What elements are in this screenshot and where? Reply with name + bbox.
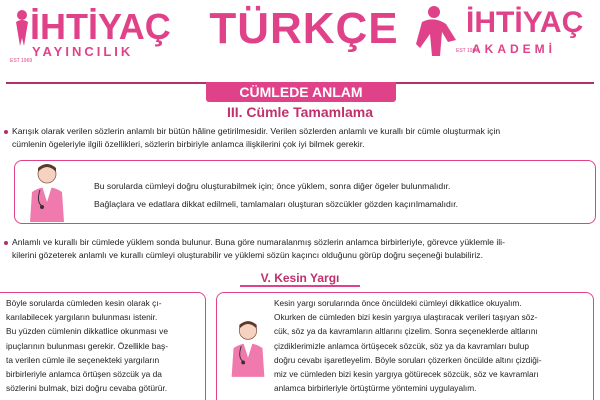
note-text	[94, 180, 590, 211]
intro-line: Karışık olarak verilen sözlerin anlamlı bir bütün hâline getirilmesidir. Verilen sözlerden anlamlı ve kurallı bir cümle oluşturmak için	[12, 126, 501, 136]
doctor-illustration-icon	[20, 162, 74, 224]
kesin-right-line: Okurken de cümleden bizi kesin yargıya ulaştıracak verileri taşıyan söz-	[274, 312, 538, 323]
doctor-illustration-icon	[222, 318, 274, 380]
left-brand-subtitle: YAYINCILIK	[32, 44, 134, 59]
right-brand-text: İHTİYAÇ	[466, 6, 584, 39]
second-line: Anlamlı ve kurallı bir cümlede yüklem sonda bulunur. Buna göre numaralanmış sözlerin anlamca birbirleriyle, görevce yüklemle ili-	[12, 237, 505, 247]
left-brand-text: İHTİYAÇ	[30, 6, 171, 47]
kesin-right-line: çizdiklerimizle anlamca örtüşecek sözcük, söz ya da kavramları bulup	[274, 340, 529, 351]
section-banner-title: CÜMLEDE ANLAM	[206, 82, 396, 102]
section-subtitle: III. Cümle Tamamlama	[226, 104, 373, 120]
kesin-left-line: ipuçlarının bulunması gerekir. Özellikle baş-	[6, 340, 168, 351]
kesin-left-line: ta verilen cümle ile seçenekteki yargıların	[6, 354, 160, 365]
kesin-left-text	[6, 296, 200, 395]
second-paragraph	[12, 236, 594, 262]
kesin-right-line: Kesin yargı sorularında önce öncüldeki cümleyi dikkatlice okuyalım.	[274, 298, 522, 308]
academy-logo-right	[412, 4, 596, 66]
bullet-icon	[4, 241, 8, 245]
second-line: kilerini gözeterek anlamlı ve kurallı cümleyi oluşturabilir ve yüklemi sözün kaçıncı olduğunu görüp doğru seçeneği bulabiliriz.	[12, 250, 483, 260]
kesin-right-line: miz ve cümleden bizi kesin yargıya götürecek sözcük, söz ve kavramları	[274, 369, 539, 380]
intro-line: cümlenin ögeleriyle ilgili özellikleri, sözlerin birbiriyle anlamca ilişkilerini çok iyi bilmek gerekir.	[12, 139, 365, 149]
kesin-yargi-title: V. Kesin Yargı	[240, 269, 360, 287]
subject-title: TÜRKÇE	[209, 4, 399, 53]
kesin-right-line: cük, söz ya da kavramların altlarını çizelim. Sonra seçeneklerde altlarını	[274, 326, 538, 337]
note-line: Bağlaçlara ve edatlara dikkat edilmeli, tamlamaları oluşturan sözcükler gözden kaçırılmamalıdır.	[94, 199, 458, 209]
kesin-right-text	[274, 296, 590, 395]
publisher-logo-left	[6, 4, 196, 66]
page-header	[0, 0, 600, 72]
left-brand-est: EST 1969	[10, 58, 33, 64]
kesin-left-line: birbirleriyle anlamca örtüşen sözcük ya da	[6, 369, 162, 380]
kesin-left-line: sözlerini bulmak, bizi doğru cevaba götürür.	[6, 383, 168, 394]
right-brand-subtitle: AKADEMİ	[472, 42, 556, 56]
kesin-left-line: Bu yüzden cümlenin dikkatlice okunması ve	[6, 326, 168, 337]
right-brand-est: EST 1969	[456, 48, 479, 54]
kesin-right-line: anlamca birbirleriyle örtüştürme yöntemini uygulayalım.	[274, 383, 477, 394]
bullet-icon	[4, 130, 8, 134]
section-banner	[6, 82, 594, 102]
intro-paragraph	[12, 125, 594, 151]
kesin-left-line: karılabilecek yargıların bulunması istenir.	[6, 312, 158, 323]
kesin-left-line: Böyle sorularda cümleden kesin olarak çı-	[6, 298, 162, 308]
kesin-right-line: doğru cevabı işaretleyelim. Böyle soruları çözerken öncülde altını çizdiği-	[274, 354, 542, 365]
note-line: Bu sorularda cümleyi doğru oluşturabilmek için; önce yüklem, sonra diğer ögeler bulunmalıdır.	[94, 181, 451, 191]
